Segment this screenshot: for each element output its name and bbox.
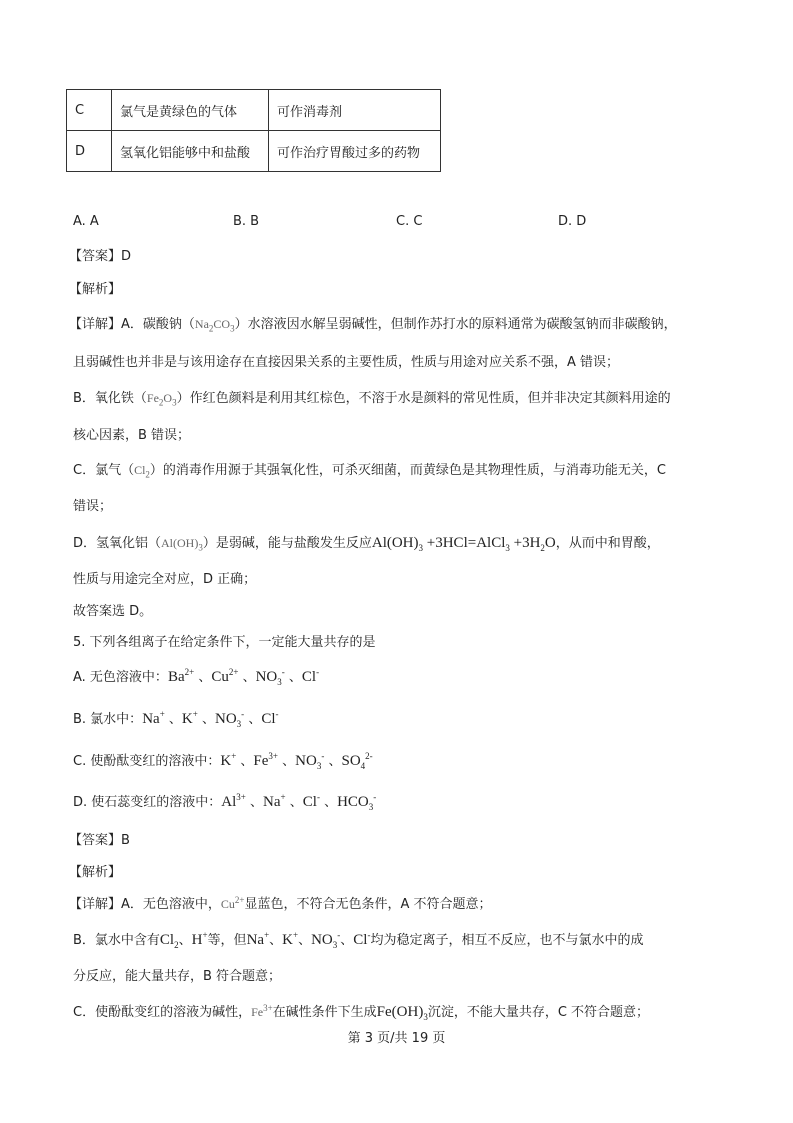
q5-stem: 5. 下列各组离子在给定条件下，一定能大量共存的是 [73,635,376,650]
q4-detail-a-cont: 且弱碱性也并非是与该用途存在直接因果关系的主要性质，性质与用途对应关系不强，A 错误； [73,355,620,370]
q5-detail-c: C．使酚酞变红的溶液为碱性，$Fe^{3+}$在碱性条件下生成$Fe(OH)_3$沉淀，不能大量共存，C 不符合题意； [73,1003,650,1022]
row-letter: C [67,90,112,131]
q5-answer: 【答案】B [69,833,130,848]
q5-detail-a: 【详解】A．无色溶液中，$Cu^{2+}$显蓝色，不符合无色条件，A 不符合题意； [69,895,492,912]
formula-feoh3: $Fe(OH)_3$ [376,1004,428,1022]
q4-detail-d-cont: 性质与用途完全对应，D 正确； [73,572,257,587]
page-footer: 第 3 页/共 19 页 [347,1031,446,1046]
q5-analysis-tag: 【解析】 [69,865,122,880]
options-table [66,89,441,172]
q4-answer: 【答案】D [69,249,132,264]
q4-conclusion: 故答案选 D。 [73,604,153,619]
reaction-equation: $Al(OH)_3$ +3HCl=AlCl$_3$ $+3H_2O$ [371,535,556,553]
q4-detail-a: 【详解】A．碳酸钠$(Na_2CO_3)$水溶液因水解呈弱碱性，但制作苏打水的原料通常为碳酸氢钠而非碳酸钠， [69,317,677,334]
q4-option-d: D. D [558,214,587,229]
formula-na2co3: $Na_2CO_3$ [194,317,235,334]
q5-detail-b-cont: 分反应，能大量共存，B 符合题意； [73,969,282,984]
q4-option-a: A. A [73,214,99,229]
table-row [67,90,441,131]
q4-analysis-tag: 【解析】 [69,282,122,297]
q4-detail-b-cont: 核心因素，B 错误； [73,428,191,443]
q4-detail-c: C．氯气$(Cl_2)$的消毒作用源于其强氧化性，可杀灭细菌，而黄绿色是其物理性质，与消毒功能无关，C [73,463,666,480]
q4-detail-c-cont: 错误； [73,499,113,514]
formula-cl2: $Cl_2$ [134,463,150,480]
q5-option-d: D. 使石蕊变红的溶液中：$Al^{3+}$ 、Na+ 、Cl- 、$HCO_3^-$ [73,792,377,812]
q4-detail-d: D．氢氧化铝$(Al(OH)_3)$是弱碱，能与盐酸发生反应$Al(OH)_3$ +3HCl=AlCl$_3$ $+3H_2O$，从而中和胃酸， [73,535,660,553]
row-property: 氢氧化铝能够中和盐酸 [112,131,269,172]
q5-option-a: A. 无色溶液中：$Ba^{2+}$ 、$Cu^{2+}$ 、$NO_3^-$ 、Cl- [73,667,320,687]
row-letter: D [67,131,112,172]
q5-option-b: B. 氯水中：Na+ 、K+ 、$NO_3^-$ 、Cl- [73,709,279,729]
q5-option-c: C. 使酚酞变红的溶液中：K+ 、$Fe^{3+}$ 、$NO_3^-$ 、$SO_4^{2-}$ [73,751,373,771]
q4-option-b: B. B [233,214,260,229]
formula-fe3: $Fe^{3+}$ [251,1003,273,1019]
formula-fe2o3: $Fe_2O_3$ [146,391,177,408]
table-row [67,131,441,172]
row-property: 氯气是黄绿色的气体 [112,90,269,131]
q4-detail-b: B．氧化铁$(Fe_2O_3)$作红色颜料是利用其红棕色，不溶于水是颜料的常见性质，但并非决定其颜料用途的 [73,391,671,408]
q4-option-c: C. C [396,214,423,229]
q5-detail-b: B．氯水中含有$Cl_2$、H+等，但Na+、K+、$NO_3^-$、Cl-均为稳定离子，相互不反应，也不与氯水中的成 [73,930,644,950]
formula-aloh3: $Al(OH)_3$ [161,536,203,553]
row-use: 可作治疗胃酸过多的药物 [269,131,441,172]
row-use: 可作消毒剂 [269,90,441,131]
formula-cu2: $Cu^{2+}$ [220,895,245,911]
